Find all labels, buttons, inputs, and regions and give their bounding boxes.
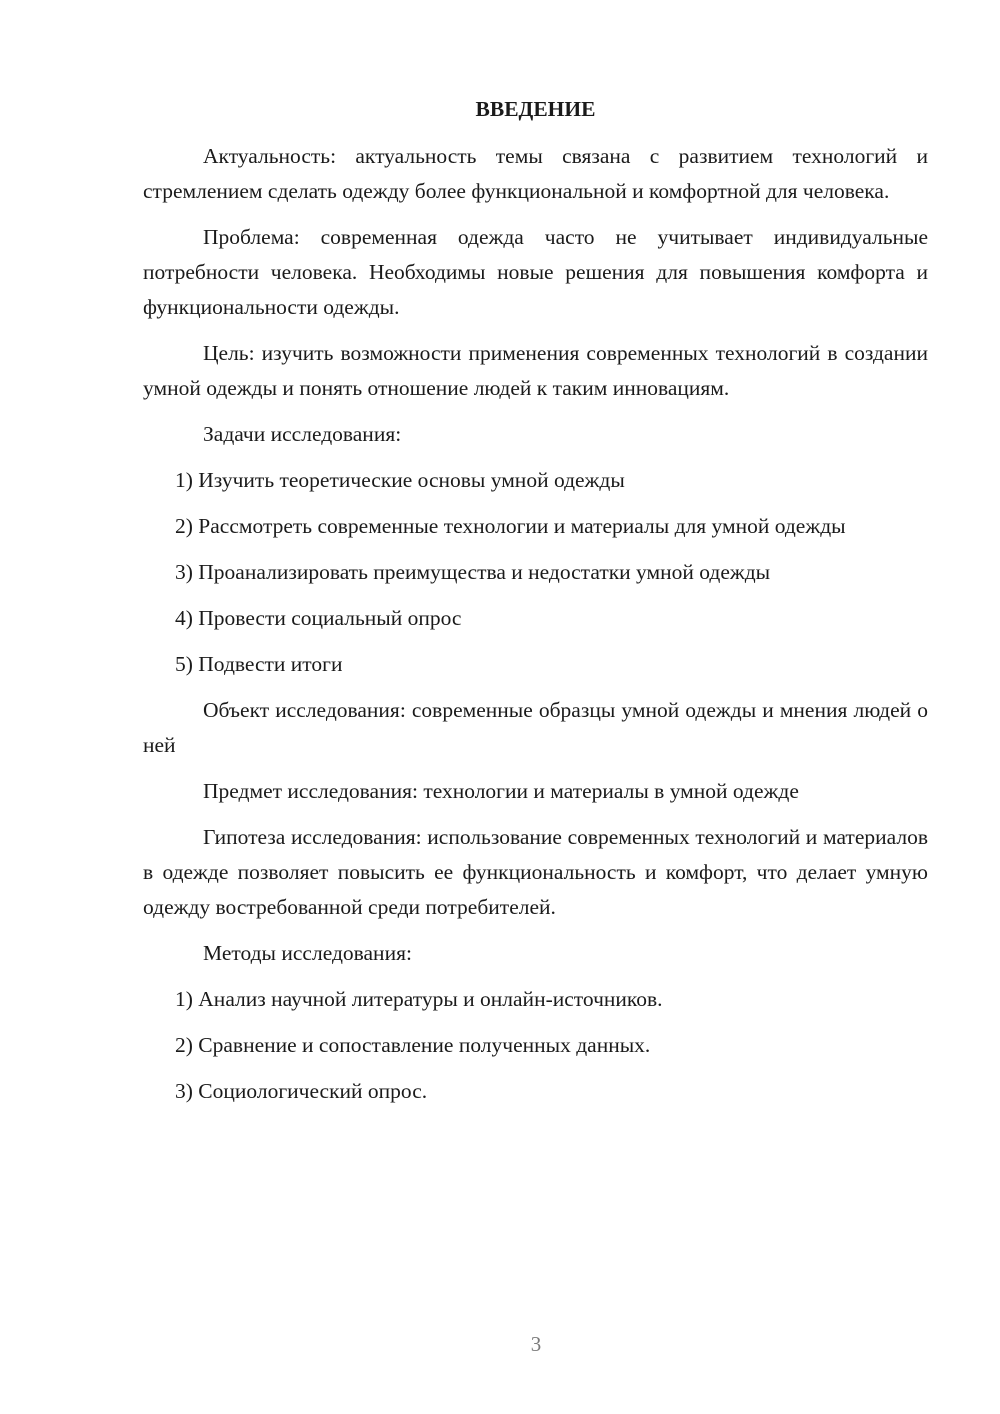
task-item: 4) Провести социальный опрос <box>175 606 462 630</box>
paragraph-subject: Предмет исследования: технологии и материалы в умной одежде <box>203 779 799 803</box>
tasks-heading: Задачи исследования: <box>203 422 402 446</box>
page-number: 3 <box>530 1332 542 1356</box>
task-item: 3) Проанализировать преимущества и недостатки умной одежды <box>175 560 771 584</box>
method-item: 1) Анализ научной литературы и онлайн-источников. <box>175 987 663 1011</box>
method-item: 2) Сравнение и сопоставление полученных данных. <box>175 1033 651 1057</box>
paragraph-object: Объект исследования: современные образцы умной одежды и мнения людей о ней <box>143 698 928 757</box>
task-item: 1) Изучить теоретические основы умной одежды <box>175 468 625 492</box>
task-item: 2) Рассмотреть современные технологии и материалы для умной одежды <box>175 514 846 538</box>
task-item: 5) Подвести итоги <box>175 652 343 676</box>
method-item: 3) Социологический опрос. <box>175 1079 428 1103</box>
paragraph-relevance: Актуальность: актуальность темы связана с развитием технологий и стремлением сделать одежду более функциональной и комфортной для человека. <box>143 144 928 203</box>
paragraph-problem: Проблема: современная одежда часто не учитывает индивидуальные потребности человека. Необходимы новые решения для повышения комфорта и функциональности одежды. <box>143 225 928 319</box>
document-page <box>143 92 928 1120</box>
paragraph-goal: Цель: изучить возможности применения современных технологий в создании умной одежды и понять отношение людей к таким инновациям. <box>143 341 928 400</box>
section-title: ВВЕДЕНИЕ <box>475 97 596 121</box>
methods-heading: Методы исследования: <box>203 941 412 965</box>
paragraph-hypothesis: Гипотеза исследования: использование современных технологий и материалов в одежде позволяет повысить ее функциональность и комфорт, что делает умную одежду востребованной среди потребителей. <box>143 825 928 919</box>
